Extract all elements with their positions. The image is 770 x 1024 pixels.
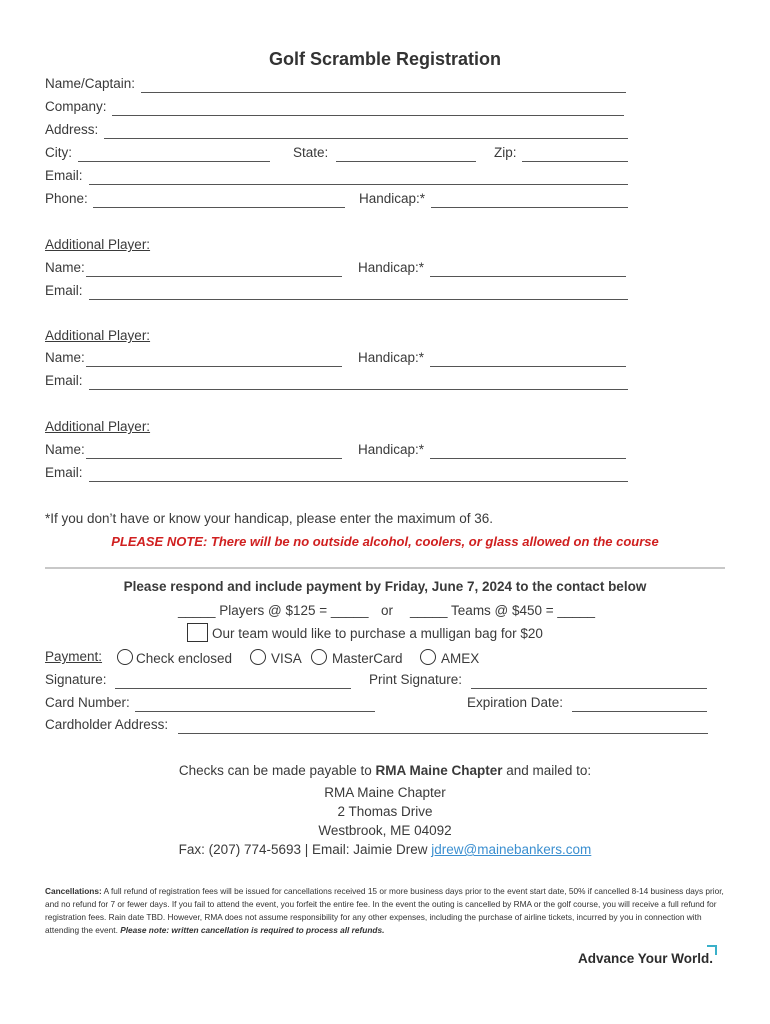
company-field[interactable] <box>112 115 624 116</box>
player-email-label: Email: <box>45 465 83 480</box>
player-handicap-field[interactable] <box>430 458 626 459</box>
address-field[interactable] <box>104 138 628 139</box>
phone-label: Phone: <box>45 191 88 206</box>
name-captain-field[interactable] <box>141 92 626 93</box>
section-divider <box>45 567 725 569</box>
pricing-or: or <box>381 603 394 618</box>
address-line: RMA Maine Chapter <box>324 785 446 800</box>
player-email-label: Email: <box>45 373 83 388</box>
player-name-field[interactable] <box>86 276 342 277</box>
player-email-label: Email: <box>45 283 83 298</box>
additional-player-heading: Additional Player: <box>45 328 151 343</box>
brand-accent-icon <box>707 945 717 955</box>
city-field[interactable] <box>78 161 270 162</box>
contact-email-link[interactable]: jdrew@mainebankers.com <box>431 842 592 857</box>
signature-label: Signature: <box>45 672 107 687</box>
visa-radio[interactable] <box>250 649 266 665</box>
company-label: Company: <box>45 99 107 114</box>
mailing-intro-prefix: Checks can be made payable to <box>178 763 376 778</box>
cancellations-policy <box>45 885 725 937</box>
address-line: 2 Thomas Drive <box>337 804 433 819</box>
check-label: Check enclosed <box>136 651 233 666</box>
print-signature-label: Print Signature: <box>369 672 463 687</box>
name-captain-label: Name/Captain: <box>45 76 136 91</box>
player-handicap-field[interactable] <box>430 366 626 367</box>
expiration-label: Expiration Date: <box>467 695 564 710</box>
zip-field[interactable] <box>522 161 628 162</box>
additional-player-heading: Additional Player: <box>45 419 151 434</box>
state-label: State: <box>293 145 329 160</box>
phone-field[interactable] <box>93 207 345 208</box>
player-email-field[interactable] <box>89 481 628 482</box>
state-field[interactable] <box>336 161 476 162</box>
payee-name: RMA Maine Chapter <box>375 763 503 778</box>
payment-option-check[interactable] <box>117 649 232 666</box>
handicap-note: *If you don’t have or know your handicap, please enter the maximum of 36. <box>45 511 494 526</box>
player-handicap-label: Handicap:* <box>358 260 425 275</box>
handicap-label: Handicap:* <box>359 191 426 206</box>
player-name-field[interactable] <box>86 366 342 367</box>
city-label: City: <box>45 145 72 160</box>
cancellations-body: A full refund of registration fees will be issued for cancellations received 15 or more business days prior to the event start date, 50% if cancelled 8-14 business days prior, and no refund for 7 or fewer days. If you fail to attend the event, you forfeit the entire fee. In the event the outing is cancelled by RMA or the golf course, you will receive a full refund for registration fees. Rain date TBD. However, RMA does not assume responsibility for any other expenses, including the purchase of airline tickets, incurred by you in connection with attending the event. <box>45 886 724 935</box>
card-number-label: Card Number: <box>45 695 130 710</box>
payment-option-visa[interactable] <box>250 649 302 666</box>
player-name-field[interactable] <box>86 458 342 459</box>
expiration-field[interactable] <box>572 711 707 712</box>
please-note: PLEASE NOTE: There will be no outside alcohol, coolers, or glass allowed on the course <box>111 534 659 549</box>
check-radio[interactable] <box>117 649 133 665</box>
brand-tagline: Advance Your World. <box>578 951 714 966</box>
mastercard-label: MasterCard <box>332 651 403 666</box>
contact-line <box>0 842 770 857</box>
payment-label: Payment: <box>45 649 103 664</box>
mailing-intro-suffix: and mailed to: <box>502 763 592 778</box>
amex-radio[interactable] <box>420 649 436 665</box>
amex-label: AMEX <box>441 651 480 666</box>
cancellations-label: Cancellations: <box>45 886 102 896</box>
mulligan-checkbox[interactable] <box>187 623 208 642</box>
player-name-label: Name: <box>45 350 85 365</box>
email-field[interactable] <box>89 184 628 185</box>
handicap-field[interactable] <box>431 207 628 208</box>
player-email-field[interactable] <box>89 299 628 300</box>
visa-label: VISA <box>271 651 302 666</box>
payment-option-amex[interactable] <box>420 649 479 666</box>
player-handicap-label: Handicap:* <box>358 442 425 457</box>
payment-option-mastercard[interactable] <box>311 649 403 666</box>
cardholder-address-label: Cardholder Address: <box>45 717 169 732</box>
mailing-intro <box>0 763 770 778</box>
cardholder-address-field[interactable] <box>178 733 708 734</box>
player-name-label: Name: <box>45 260 85 275</box>
mulligan-label: Our team would like to purchase a mulligan bag for $20 <box>212 626 543 641</box>
contact-prefix: Fax: (207) 774-5693 | Email: Jaimie Drew <box>178 842 432 857</box>
teams-pricing: _____ Teams @ $450 = _____ <box>410 603 595 618</box>
mastercard-radio[interactable] <box>311 649 327 665</box>
page-title: Golf Scramble Registration <box>268 49 502 69</box>
address-line: Westbrook, ME 04092 <box>318 823 452 838</box>
player-email-field[interactable] <box>89 389 628 390</box>
player-handicap-label: Handicap:* <box>358 350 425 365</box>
zip-label: Zip: <box>494 145 517 160</box>
address-label: Address: <box>45 122 99 137</box>
player-name-label: Name: <box>45 442 85 457</box>
respond-text: Please respond and include payment by Friday, June 7, 2024 to the contact below <box>123 579 647 594</box>
cancellations-emphasis: Please note: written cancellation is required to process all refunds. <box>120 925 385 935</box>
signature-field[interactable] <box>115 688 351 689</box>
players-pricing: _____ Players @ $125 = _____ <box>178 603 369 618</box>
player-handicap-field[interactable] <box>430 276 626 277</box>
card-number-field[interactable] <box>135 711 375 712</box>
email-label: Email: <box>45 168 83 183</box>
print-signature-field[interactable] <box>471 688 707 689</box>
additional-player-heading: Additional Player: <box>45 237 151 252</box>
